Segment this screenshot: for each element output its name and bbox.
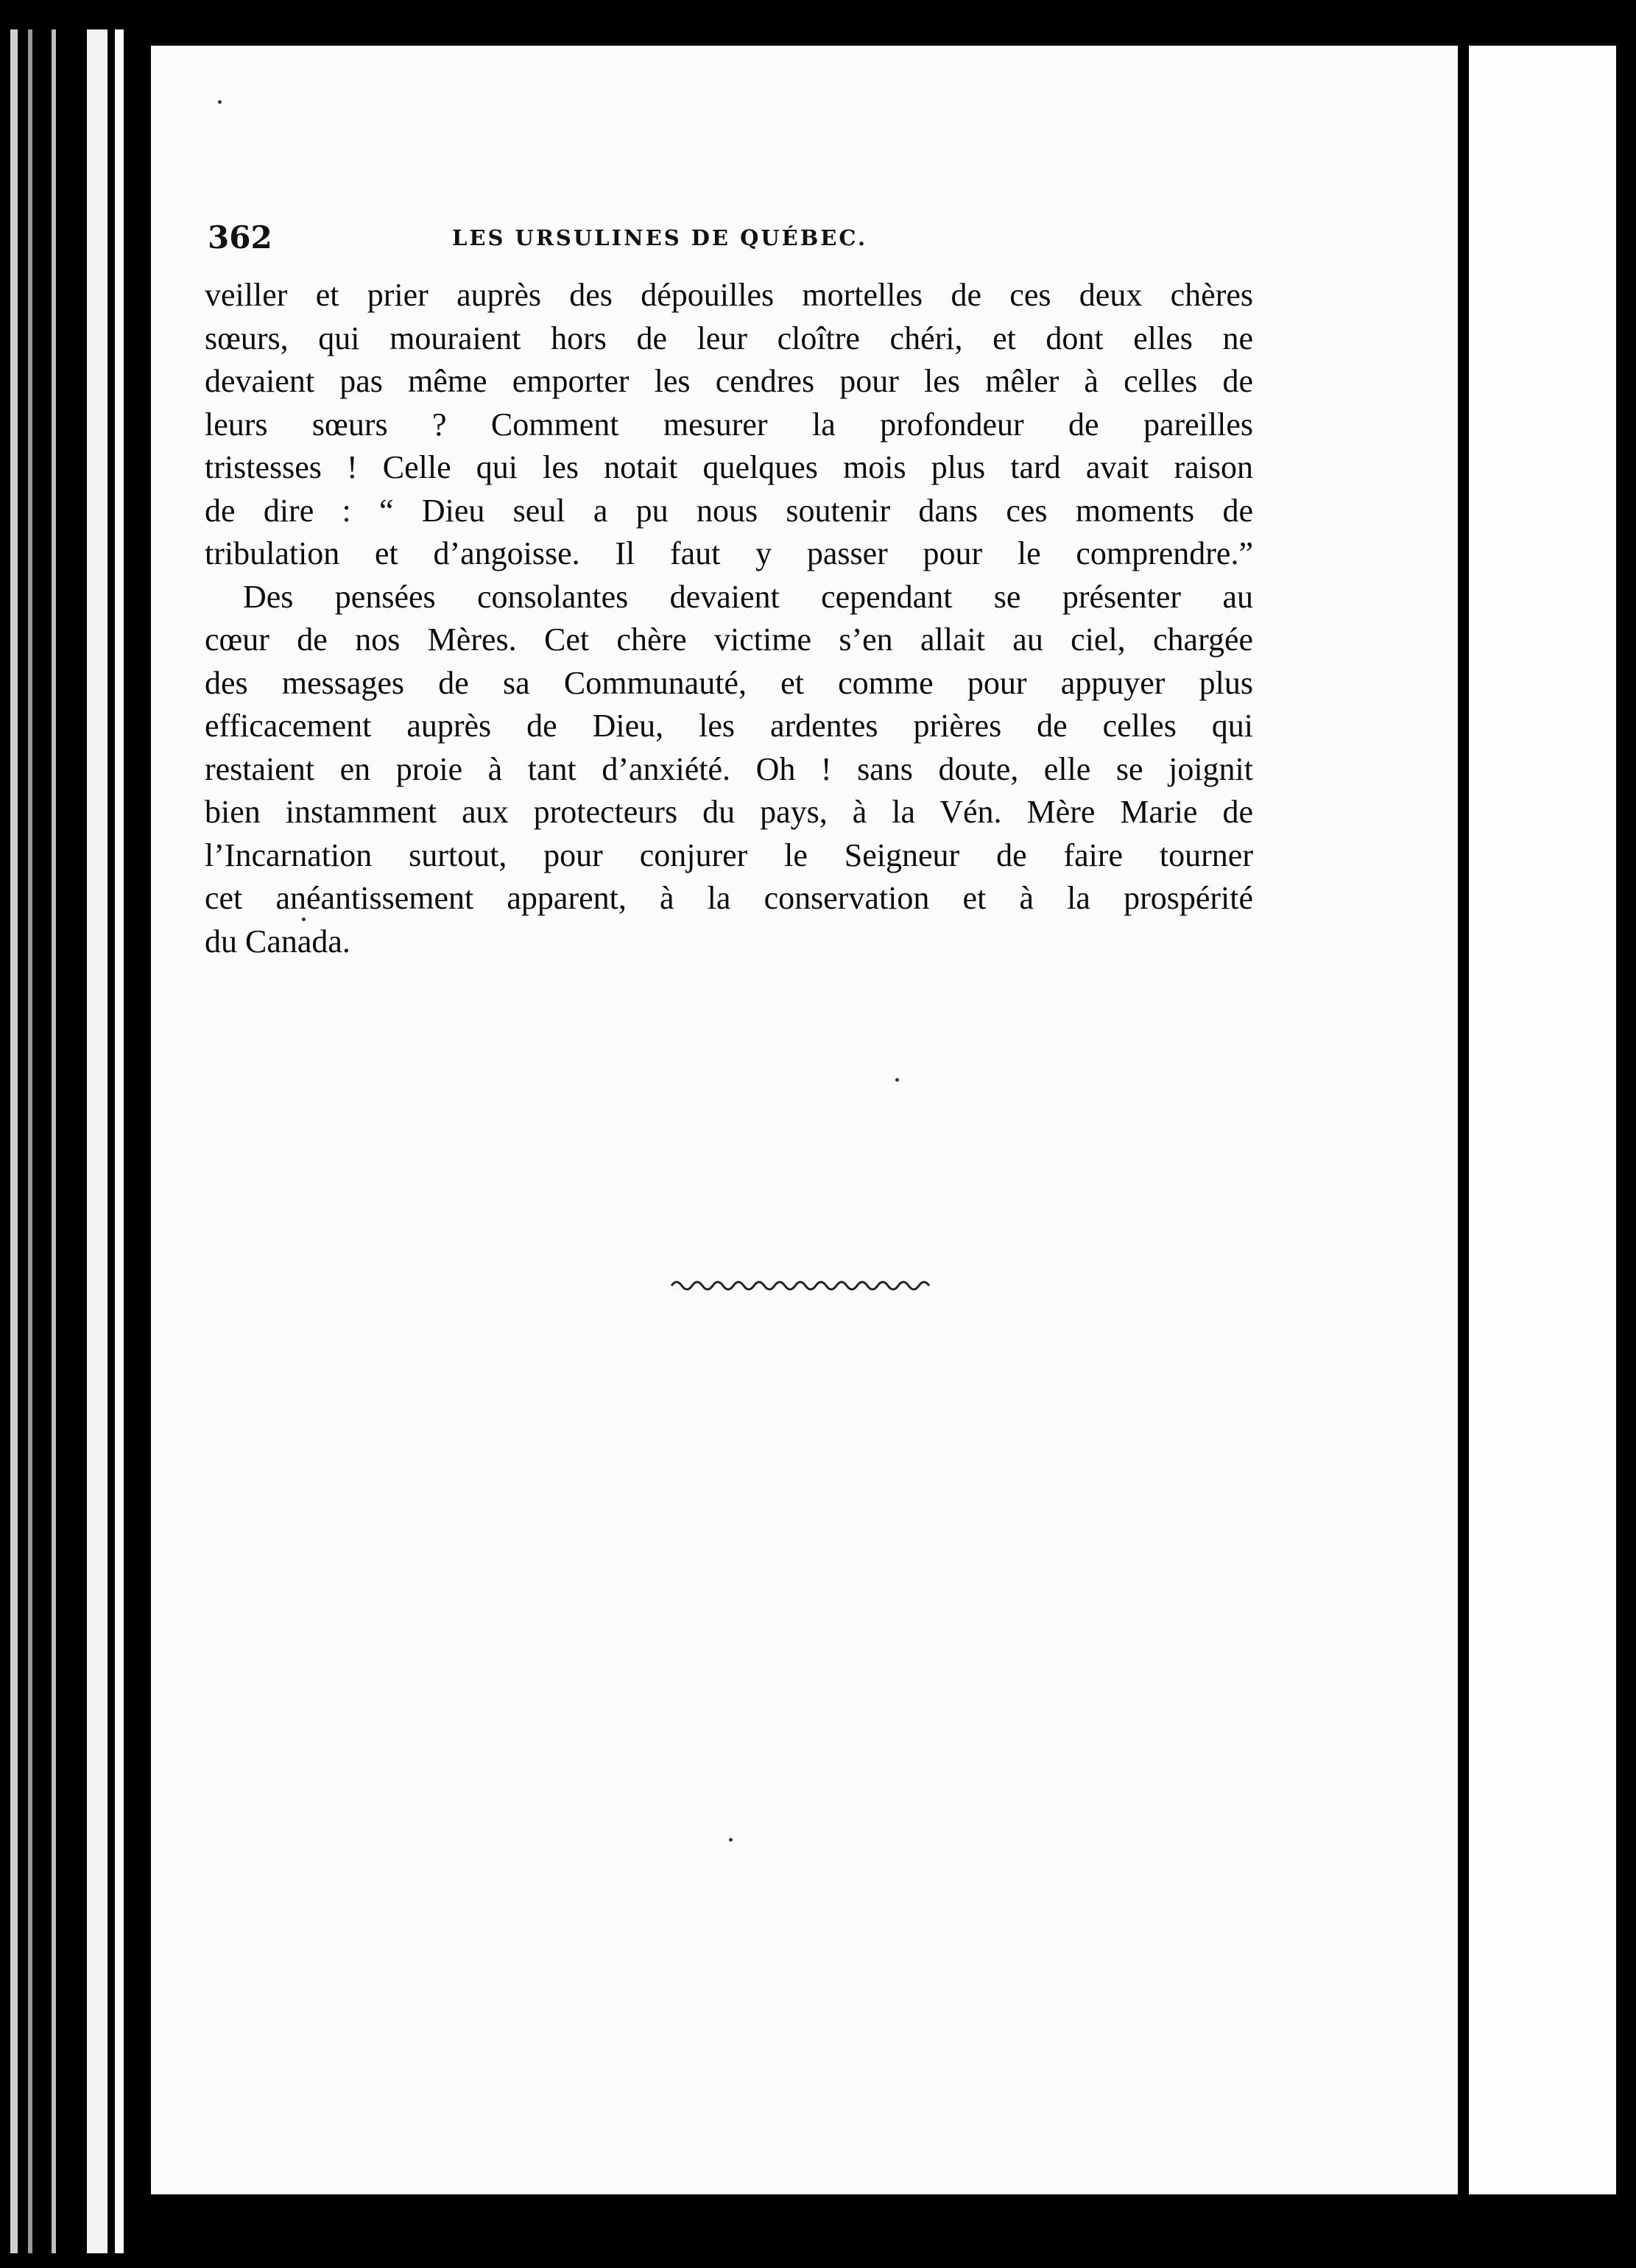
text-line: cet anéantissement apparent, à la conservation et à la prospérité <box>205 880 1253 916</box>
text-line: du Canada. <box>205 923 350 959</box>
book-edge <box>28 29 32 2253</box>
body-text <box>205 274 1253 963</box>
paper-speck <box>302 918 306 921</box>
text-line: restaient en proie à tant d’anxiété. Oh ! sans doute, elle se joignit <box>205 750 1253 787</box>
paragraph-2 <box>205 576 1253 964</box>
facing-page-edge <box>1469 46 1616 2194</box>
text-line: cœur de nos Mères. Cet chère victime s’en allait au ciel, chargée <box>205 621 1253 658</box>
text-line: leurs sœurs ? Comment mesurer la profondeur de pareilles <box>205 406 1253 443</box>
running-head <box>208 219 1253 264</box>
text-line: efficacement auprès de Dieu, les ardentes prières de celles qui <box>205 708 1253 744</box>
text-line: veiller et prier auprès des dépouilles mortelles de ces deux chères <box>205 277 1253 313</box>
paper-speck <box>729 1838 733 1842</box>
text-line: Des pensées consolantes devaient cependant se présenter au <box>243 578 1253 615</box>
text-line: devaient pas même emporter les cendres pour les mêler à celles de <box>205 363 1253 399</box>
paper-speck <box>895 1078 899 1082</box>
page-number: 362 <box>208 219 272 256</box>
paragraph-1 <box>205 274 1253 576</box>
book-edge <box>52 29 56 2253</box>
text-line: tribulation et d’angoisse. Il faut y passer pour le comprendre.” <box>205 535 1253 571</box>
text-line: de dire : “ Dieu seul a pu nous soutenir dans ces moments de <box>205 492 1253 529</box>
text-line: l’Incarnation surtout, pour conjurer le Seigneur de faire tourner <box>205 837 1253 873</box>
text-line: sœurs, qui mouraient hors de leur cloître chéri, et dont elles ne <box>205 320 1253 356</box>
book-edge <box>10 29 18 2253</box>
text-line: des messages de sa Communauté, et comme pour appuyer plus <box>205 664 1253 701</box>
text-line: tristesses ! Celle qui les notait quelques mois plus tard avait raison <box>205 449 1253 485</box>
running-title: LES URSULINES DE QUÉBEC. <box>452 225 868 250</box>
book-edge <box>115 29 124 2253</box>
book-edge <box>87 29 107 2253</box>
text-line: bien instamment aux protecteurs du pays, à la Vén. Mère Marie de <box>205 794 1253 830</box>
wavy-rule-ornament <box>670 1272 935 1295</box>
paper-speck <box>218 100 222 104</box>
